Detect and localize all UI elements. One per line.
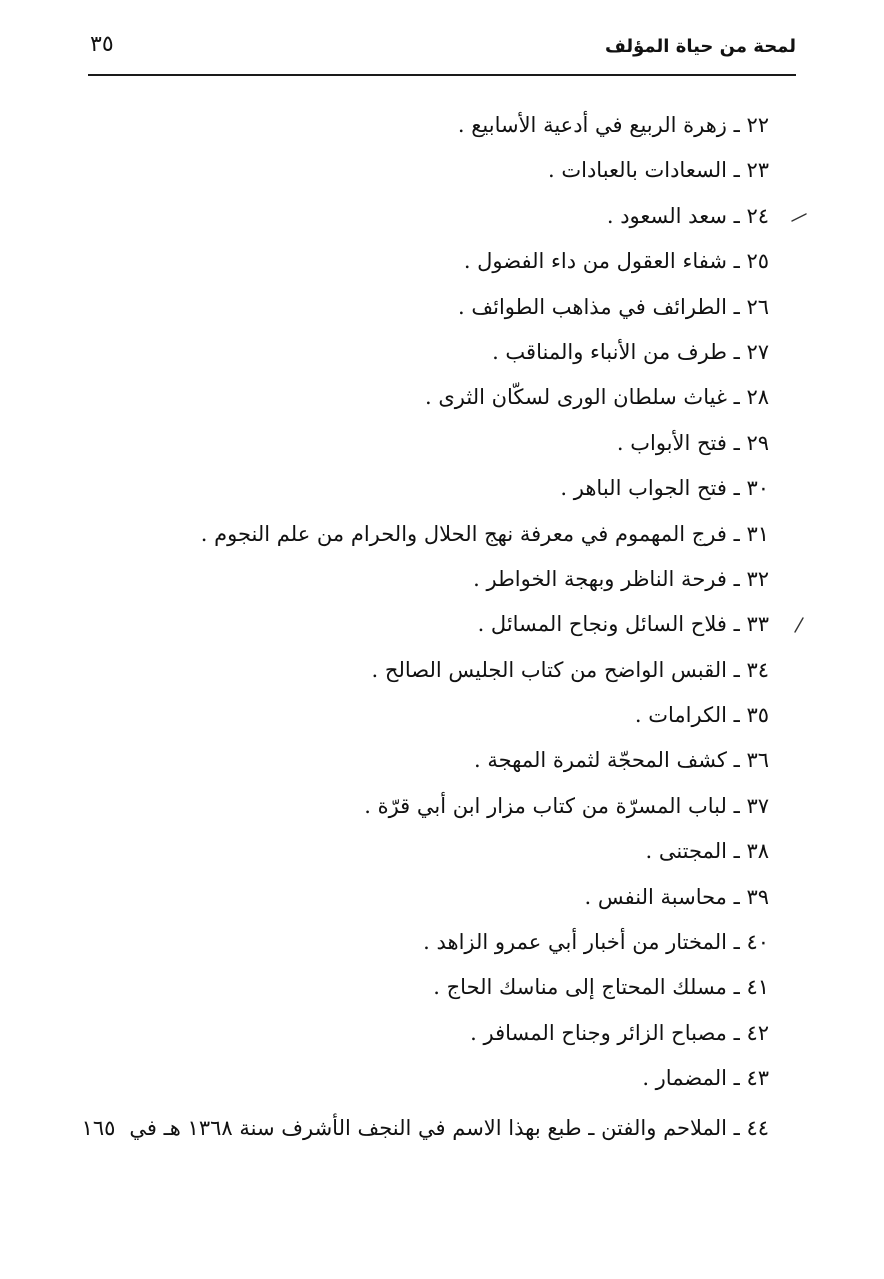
entry-text: ٢٧ ـ طرف من الأنباء والمناقب . (492, 339, 769, 364)
entry-text: ٣١ ـ فرج المهموم في معرفة نهج الحلال والحرام من علم النجوم . (200, 521, 769, 546)
page-header (88, 30, 796, 76)
list-item (60, 738, 769, 783)
entry-text: ٢٢ ـ زهرة الربيع في أدعية الأسابيع . (457, 113, 769, 137)
entry-text: ٣٣ ـ فلاح السائل ونجاح المسائل . (477, 612, 769, 637)
entry-text: ٣٢ ـ فرحة الناظر وبهجة الخواطر . (473, 566, 769, 591)
list-item (60, 239, 769, 284)
entry-text: ٣٩ ـ محاسبة النفس . (584, 884, 769, 909)
entry-text: ٢٥ ـ شفاء العقول من داء الفضول . (463, 249, 769, 274)
entry-text: ٤٢ ـ مصباح الزائر وجناح المسافر . (470, 1020, 769, 1045)
entry-text: ٣٦ ـ كشف المحجّة لثمرة المهجة . (474, 748, 769, 773)
entry-text: ٤٠ ـ المختار من أخبار أبي عمرو الزاهد . (423, 930, 769, 955)
running-title: لمحة من حياة المؤلف (604, 36, 796, 57)
entry-text: ٤٤ ـ الملاحم والفتن ـ طبع بهذا الاسم في النجف الأشرف سنة ١٣٦٨ هـ في (129, 1115, 769, 1140)
list-item (60, 285, 769, 330)
list-item (60, 148, 769, 193)
list-item (60, 648, 769, 693)
list-item (60, 1106, 769, 1151)
margin-tick-mark-icon (789, 206, 809, 226)
entry-text: ٢٤ ـ سعد السعود . (606, 203, 769, 228)
list-item (60, 194, 769, 239)
list-item (60, 1056, 769, 1101)
list-item (60, 965, 769, 1010)
list-item (60, 875, 769, 920)
list-item (60, 375, 769, 420)
entry-text: ٢٩ ـ فتح الأبواب . (616, 430, 769, 455)
entry-text: ٢٦ ـ الطرائف في مذاهب الطوائف . (458, 294, 769, 319)
entry-text: ٣٥ ـ الكرامات . (634, 703, 769, 728)
list-item (60, 512, 769, 557)
list-item (60, 602, 769, 647)
margin-tick-mark-icon (789, 615, 809, 635)
entry-text: ٣٤ ـ القبس الواضح من كتاب الجليس الصالح . (371, 657, 769, 682)
page-number: ٣٥ (90, 32, 114, 57)
page-reference: ١٦٥ (81, 1115, 116, 1140)
book-list (60, 103, 769, 1151)
list-item (60, 557, 769, 602)
list-item (60, 784, 769, 829)
list-item (60, 1011, 769, 1056)
entry-text: ٤٣ ـ المضمار . (642, 1066, 769, 1091)
list-item (60, 829, 769, 874)
entry-text: ٢٣ ـ السعادات بالعبادات . (547, 158, 769, 183)
entry-text: ٢٨ ـ غياث سلطان الورى لسكّان الثرى . (424, 385, 769, 410)
entry-text: ٣٠ ـ فتح الجواب الباهر . (560, 476, 769, 501)
entry-text: ٣٨ ـ المجتنى . (645, 839, 769, 864)
entry-text: ٤١ ـ مسلك المحتاج إلى مناسك الحاج . (433, 975, 769, 1000)
list-item (60, 330, 769, 375)
list-item (60, 103, 769, 148)
list-item (60, 693, 769, 738)
list-item (60, 466, 769, 511)
list-item (60, 920, 769, 965)
list-item (60, 421, 769, 466)
entry-text: ٣٧ ـ لباب المسرّة من كتاب مزار ابن أبي قرّة . (364, 793, 769, 818)
